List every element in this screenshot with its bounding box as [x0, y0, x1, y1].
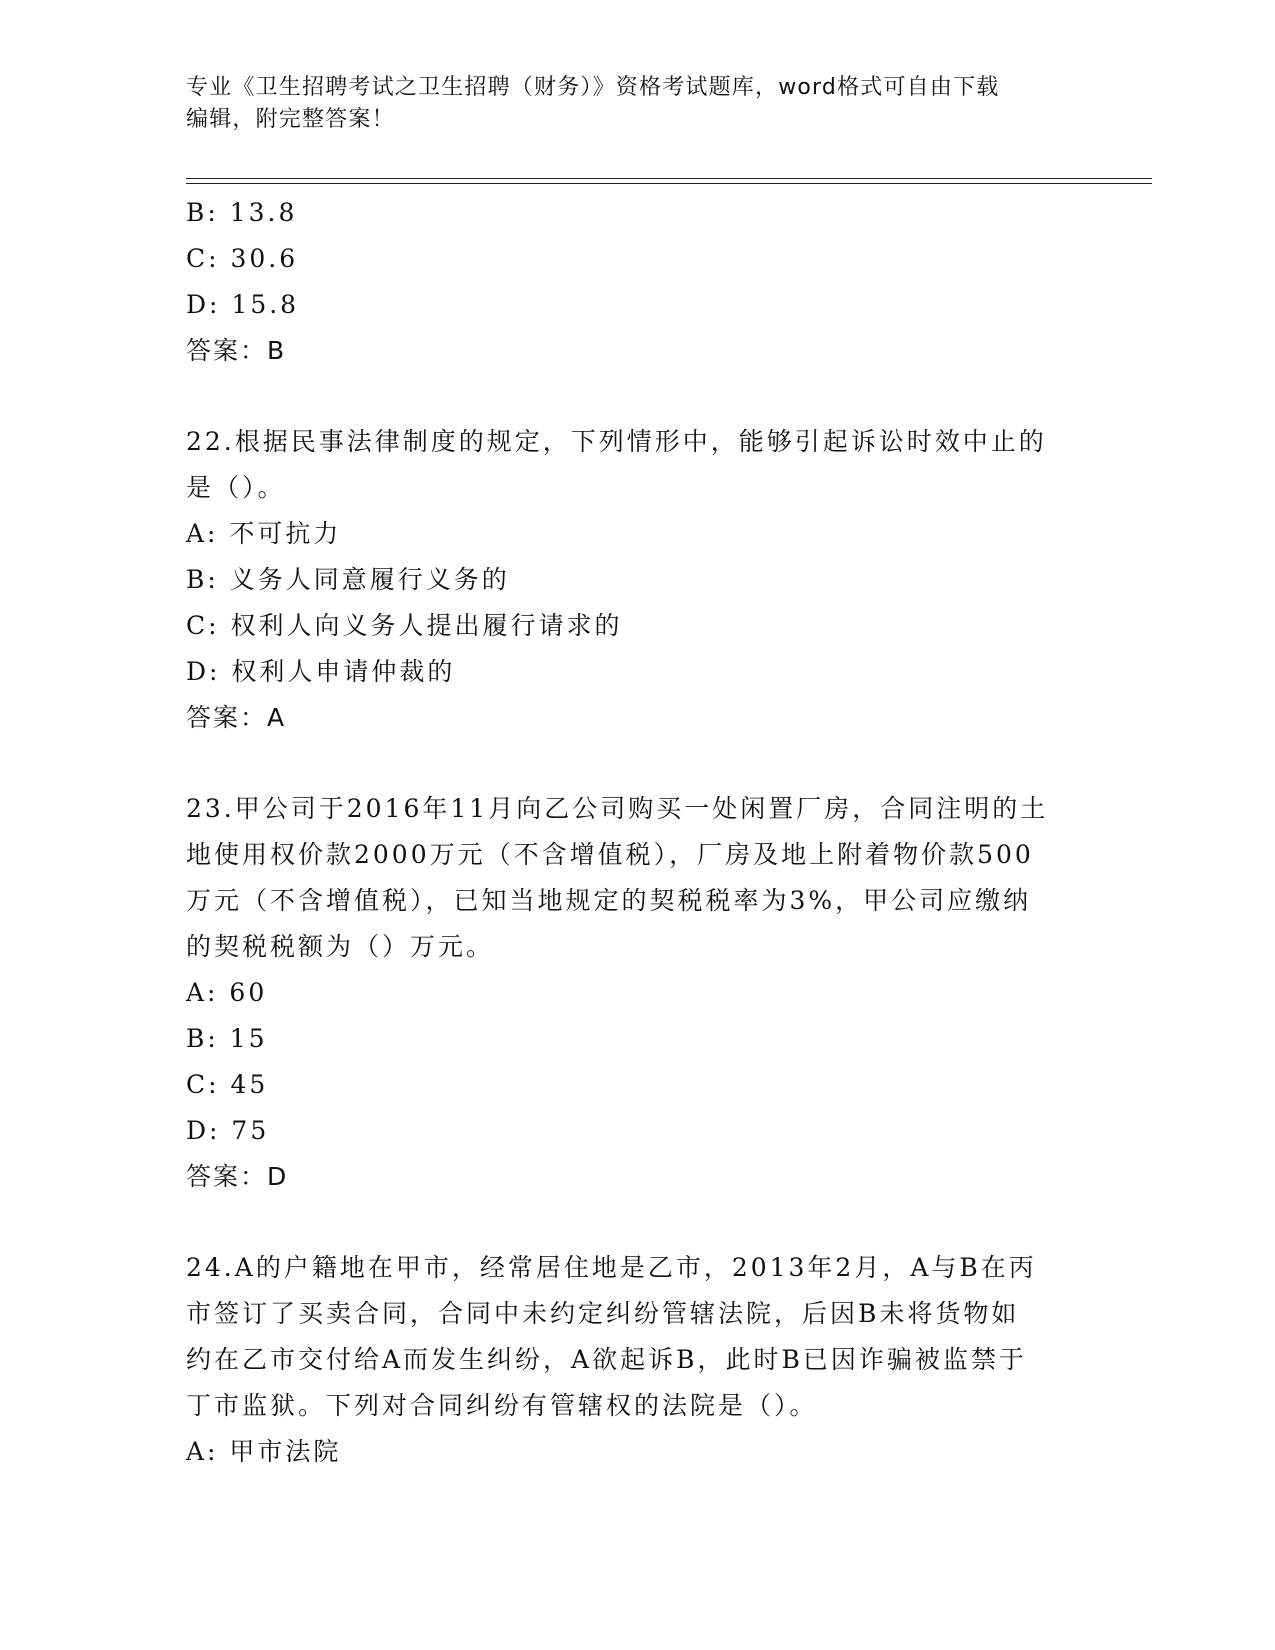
- answer-line: 答案：A: [186, 703, 287, 732]
- option-c: C: 45: [186, 1070, 269, 1099]
- question-24: [186, 1245, 1086, 1475]
- question-text-line: 的契税税额为（）万元。: [186, 932, 495, 961]
- option-c: C: 权利人向义务人提出履行请求的: [186, 611, 623, 640]
- document-header: [186, 72, 1066, 136]
- question-23: [186, 786, 1086, 1200]
- option-a: A: 不可抗力: [186, 519, 342, 548]
- option-d: D: 75: [186, 1116, 270, 1145]
- answer-line: 答案：D: [186, 1162, 289, 1191]
- option-b: B: 义务人同意履行义务的: [186, 565, 510, 594]
- header-line-1: 专业《卫生招聘考试之卫生招聘（财务）》资格考试题库，word格式可自由下载: [186, 75, 1000, 100]
- option-d: D: 权利人申请仲裁的: [186, 657, 456, 686]
- option-a: A: 60: [186, 978, 268, 1007]
- question-22: [186, 419, 1086, 741]
- option-c: C: 30.6: [186, 244, 299, 273]
- question-text-line: 市签订了买卖合同，合同中未约定纠纷管辖法院，后因B未将货物如: [186, 1299, 1020, 1328]
- question-text-line: 约在乙市交付给A而发生纠纷，A欲起诉B，此时B已因诈骗被监禁于: [186, 1345, 1027, 1374]
- option-b: B: 13.8: [186, 198, 298, 227]
- header-divider-top: [186, 178, 1152, 179]
- answer-line: 答案：B: [186, 336, 287, 365]
- header-divider-bottom: [186, 183, 1152, 184]
- option-d: D: 15.8: [186, 290, 300, 319]
- header-line-2: 编辑，附完整答案！: [186, 107, 395, 132]
- question-text-line: 丁市监狱。下列对合同纠纷有管辖权的法院是（）。: [186, 1391, 818, 1420]
- question-text-line: 22.根据民事法律制度的规定，下列情形中，能够引起诉讼时效中止的: [186, 427, 1047, 456]
- document-body: [186, 190, 1086, 1475]
- question-text-line: 万元（不含增值税），已知当地规定的契税税率为3%，甲公司应缴纳: [186, 886, 1032, 915]
- question-text-line: 是（）。: [186, 473, 286, 502]
- option-a: A: 甲市法院: [186, 1437, 342, 1466]
- question-text-line: 23.甲公司于2016年11月向乙公司购买一处闲置厂房，合同注明的土: [186, 794, 1049, 823]
- option-b: B: 15: [186, 1024, 268, 1053]
- question-text-line: 24.A的户籍地在甲市，经常居住地是乙市，2013年2月，A与B在丙: [186, 1253, 1037, 1282]
- question-21: [186, 190, 1086, 374]
- question-text-line: 地使用权价款2000万元（不含增值税），厂房及地上附着物价款500: [186, 840, 1034, 869]
